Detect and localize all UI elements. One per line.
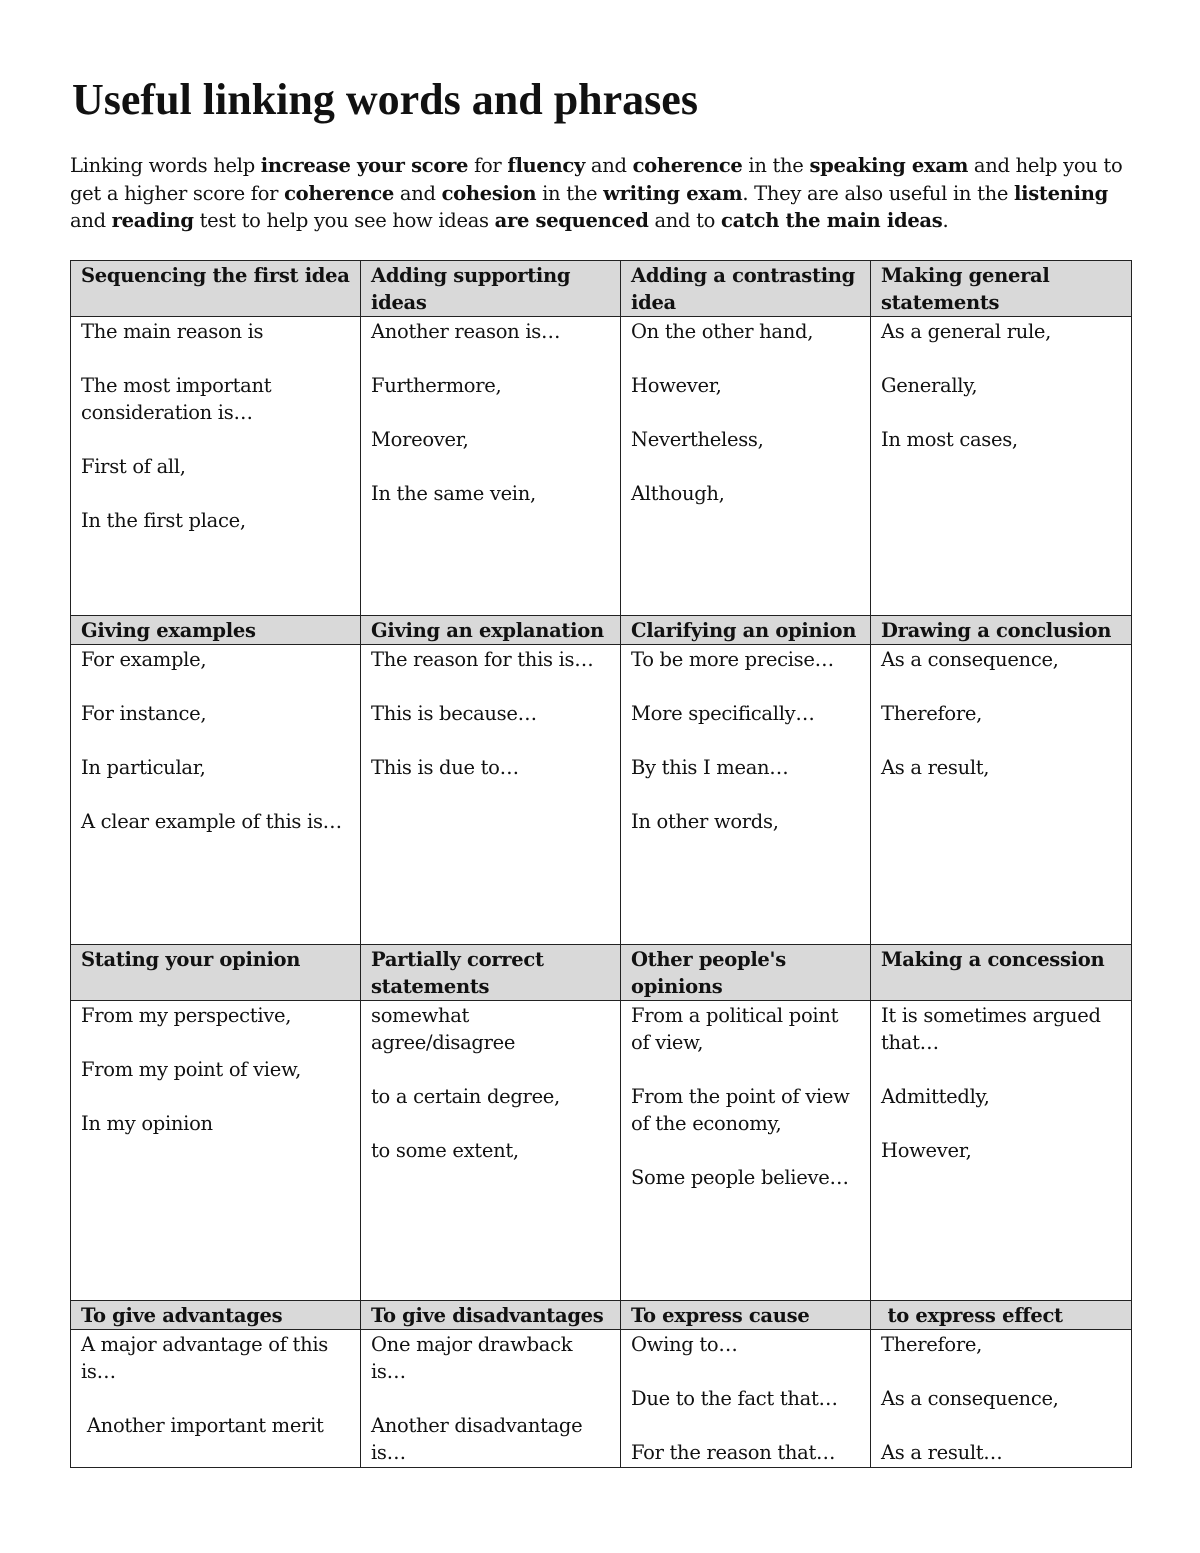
- phrase-cell: [361, 317, 621, 616]
- phrase: One major drawback is…: [371, 1333, 573, 1383]
- phrase: As a result,: [881, 756, 990, 779]
- section-header-row: [71, 616, 1132, 645]
- category-header: Partially correct statements: [361, 945, 621, 1001]
- category-header: Drawing a conclusion: [871, 616, 1132, 645]
- phrase: As a consequence,: [881, 648, 1059, 671]
- phrase-cell: [621, 317, 871, 616]
- intro-emphasis: catch the main ideas: [721, 209, 943, 232]
- intro-text: and: [70, 209, 112, 232]
- section-header-row: [71, 1301, 1132, 1330]
- intro-paragraph: [70, 152, 1145, 235]
- intro-emphasis: fluency: [507, 154, 586, 177]
- phrase-cell: [71, 317, 361, 616]
- phrase: Furthermore,: [371, 374, 502, 397]
- intro-emphasis: listening: [1014, 181, 1108, 205]
- intro-text: in the: [742, 154, 810, 177]
- phrase-cell: [361, 645, 621, 945]
- phrase: Therefore,: [881, 1333, 982, 1356]
- phrase: For example,: [81, 648, 207, 671]
- phrase: As a general rule,: [881, 320, 1052, 343]
- intro-text: and: [585, 154, 633, 177]
- phrase: More specifically…: [631, 702, 815, 725]
- phrase: A clear example of this is…: [81, 810, 342, 833]
- intro-text: and help you to get a higher score for: [70, 154, 1123, 205]
- phrase: A major advantage of this is…: [81, 1333, 328, 1383]
- intro-text: in the: [536, 181, 604, 205]
- phrase: In other words,: [631, 810, 779, 833]
- phrase: In my opinion: [81, 1112, 213, 1135]
- phrase: This is because…: [371, 702, 537, 725]
- phrase: In the same vein,: [371, 482, 536, 505]
- phrase: For the reason that…: [631, 1441, 836, 1464]
- intro-text: Linking words help: [70, 154, 261, 177]
- category-header: Giving an explanation: [361, 616, 621, 645]
- page-title: Useful linking words and phrases: [72, 75, 698, 124]
- intro-text: and: [394, 181, 442, 205]
- phrase: First of all,: [81, 455, 186, 478]
- phrase: From my point of view,: [81, 1058, 301, 1081]
- phrase: The main reason is: [81, 320, 264, 343]
- phrase-cell: [871, 1330, 1132, 1468]
- intro-emphasis: are sequenced: [494, 209, 649, 232]
- category-header: Clarifying an opinion: [621, 616, 871, 645]
- intro-emphasis: coherence: [632, 154, 743, 177]
- phrase: Nevertheless,: [631, 428, 764, 451]
- phrase: It is sometimes argued that…: [881, 1004, 1101, 1054]
- category-header: To give advantages: [71, 1301, 361, 1330]
- phrase-cell: [621, 1330, 871, 1468]
- phrase-row: [71, 1001, 1132, 1301]
- phrase: somewhat agree/disagree: [371, 1004, 516, 1054]
- category-header: Sequencing the first idea: [71, 261, 361, 317]
- intro-text: . They are also useful in the: [742, 181, 1014, 205]
- phrase-row: [71, 317, 1132, 616]
- phrase-cell: [71, 1001, 361, 1301]
- phrase: For instance,: [81, 702, 207, 725]
- phrase: This is due to…: [371, 756, 519, 779]
- phrase: Another important merit: [81, 1414, 324, 1437]
- phrase: Although,: [631, 482, 725, 505]
- phrase: By this I mean…: [631, 756, 789, 779]
- category-header: To give disadvantages: [361, 1301, 621, 1330]
- phrase-cell: [71, 645, 361, 945]
- category-header: Other people's opinions: [621, 945, 871, 1001]
- phrase: Owing to…: [631, 1333, 738, 1356]
- intro-emphasis: coherence: [284, 181, 394, 205]
- phrase: Some people believe…: [631, 1166, 849, 1189]
- intro-text: and to: [648, 209, 721, 232]
- phrase: As a consequence,: [881, 1387, 1059, 1410]
- phrase: From the point of view of the economy,: [631, 1085, 850, 1135]
- category-header: Adding supporting ideas: [361, 261, 621, 317]
- section-header-row: [71, 945, 1132, 1001]
- phrase: In particular,: [81, 756, 206, 779]
- phrase-cell: [621, 1001, 871, 1301]
- intro-text: test to help you see how ideas: [193, 209, 495, 232]
- intro-emphasis: speaking exam: [809, 154, 969, 177]
- phrase-cell: [871, 645, 1132, 945]
- phrase-cell: [361, 1001, 621, 1301]
- category-header: Adding a contrasting idea: [621, 261, 871, 317]
- intro-text: for: [468, 154, 508, 177]
- phrase: to a certain degree,: [371, 1085, 560, 1108]
- phrase: From a political point of view,: [631, 1004, 839, 1054]
- phrase: Therefore,: [881, 702, 982, 725]
- phrase-cell: [871, 1001, 1132, 1301]
- phrase: Generally,: [881, 374, 978, 397]
- phrase: The most important consideration is…: [81, 374, 272, 424]
- phrase: Moreover,: [371, 428, 469, 451]
- linking-words-table: [70, 260, 1132, 1468]
- category-header: Making general statements: [871, 261, 1132, 317]
- intro-emphasis: cohesion: [441, 181, 537, 205]
- phrase: However,: [881, 1139, 972, 1162]
- phrase-cell: [871, 317, 1132, 616]
- category-header: To express cause: [621, 1301, 871, 1330]
- phrase: Another disadvantage is…: [371, 1414, 583, 1464]
- phrase: The reason for this is…: [371, 648, 594, 671]
- phrase-cell: [361, 1330, 621, 1468]
- phrase: Another reason is…: [371, 320, 561, 343]
- intro-emphasis: writing exam: [603, 181, 743, 205]
- phrase-cell: [621, 645, 871, 945]
- intro-emphasis: reading: [111, 209, 194, 232]
- phrase: Admittedly,: [881, 1085, 990, 1108]
- phrase: However,: [631, 374, 722, 397]
- phrase: to some extent,: [371, 1139, 519, 1162]
- category-header: Making a concession: [871, 945, 1132, 1001]
- phrase: As a result…: [881, 1441, 1003, 1464]
- phrase: On the other hand,: [631, 320, 814, 343]
- section-header-row: [71, 261, 1132, 317]
- phrase-cell: [71, 1330, 361, 1468]
- phrase-row: [71, 645, 1132, 945]
- intro-text: .: [942, 209, 949, 232]
- category-header: Giving examples: [71, 616, 361, 645]
- phrase: In most cases,: [881, 428, 1018, 451]
- category-header: Stating your opinion: [71, 945, 361, 1001]
- phrase: To be more precise…: [631, 648, 834, 671]
- phrase: From my perspective,: [81, 1004, 292, 1027]
- phrase-row: [71, 1330, 1132, 1468]
- category-header: to express effect: [871, 1301, 1132, 1330]
- phrase: In the first place,: [81, 509, 246, 532]
- phrase: Due to the fact that…: [631, 1387, 838, 1410]
- intro-emphasis: increase your score: [260, 154, 469, 177]
